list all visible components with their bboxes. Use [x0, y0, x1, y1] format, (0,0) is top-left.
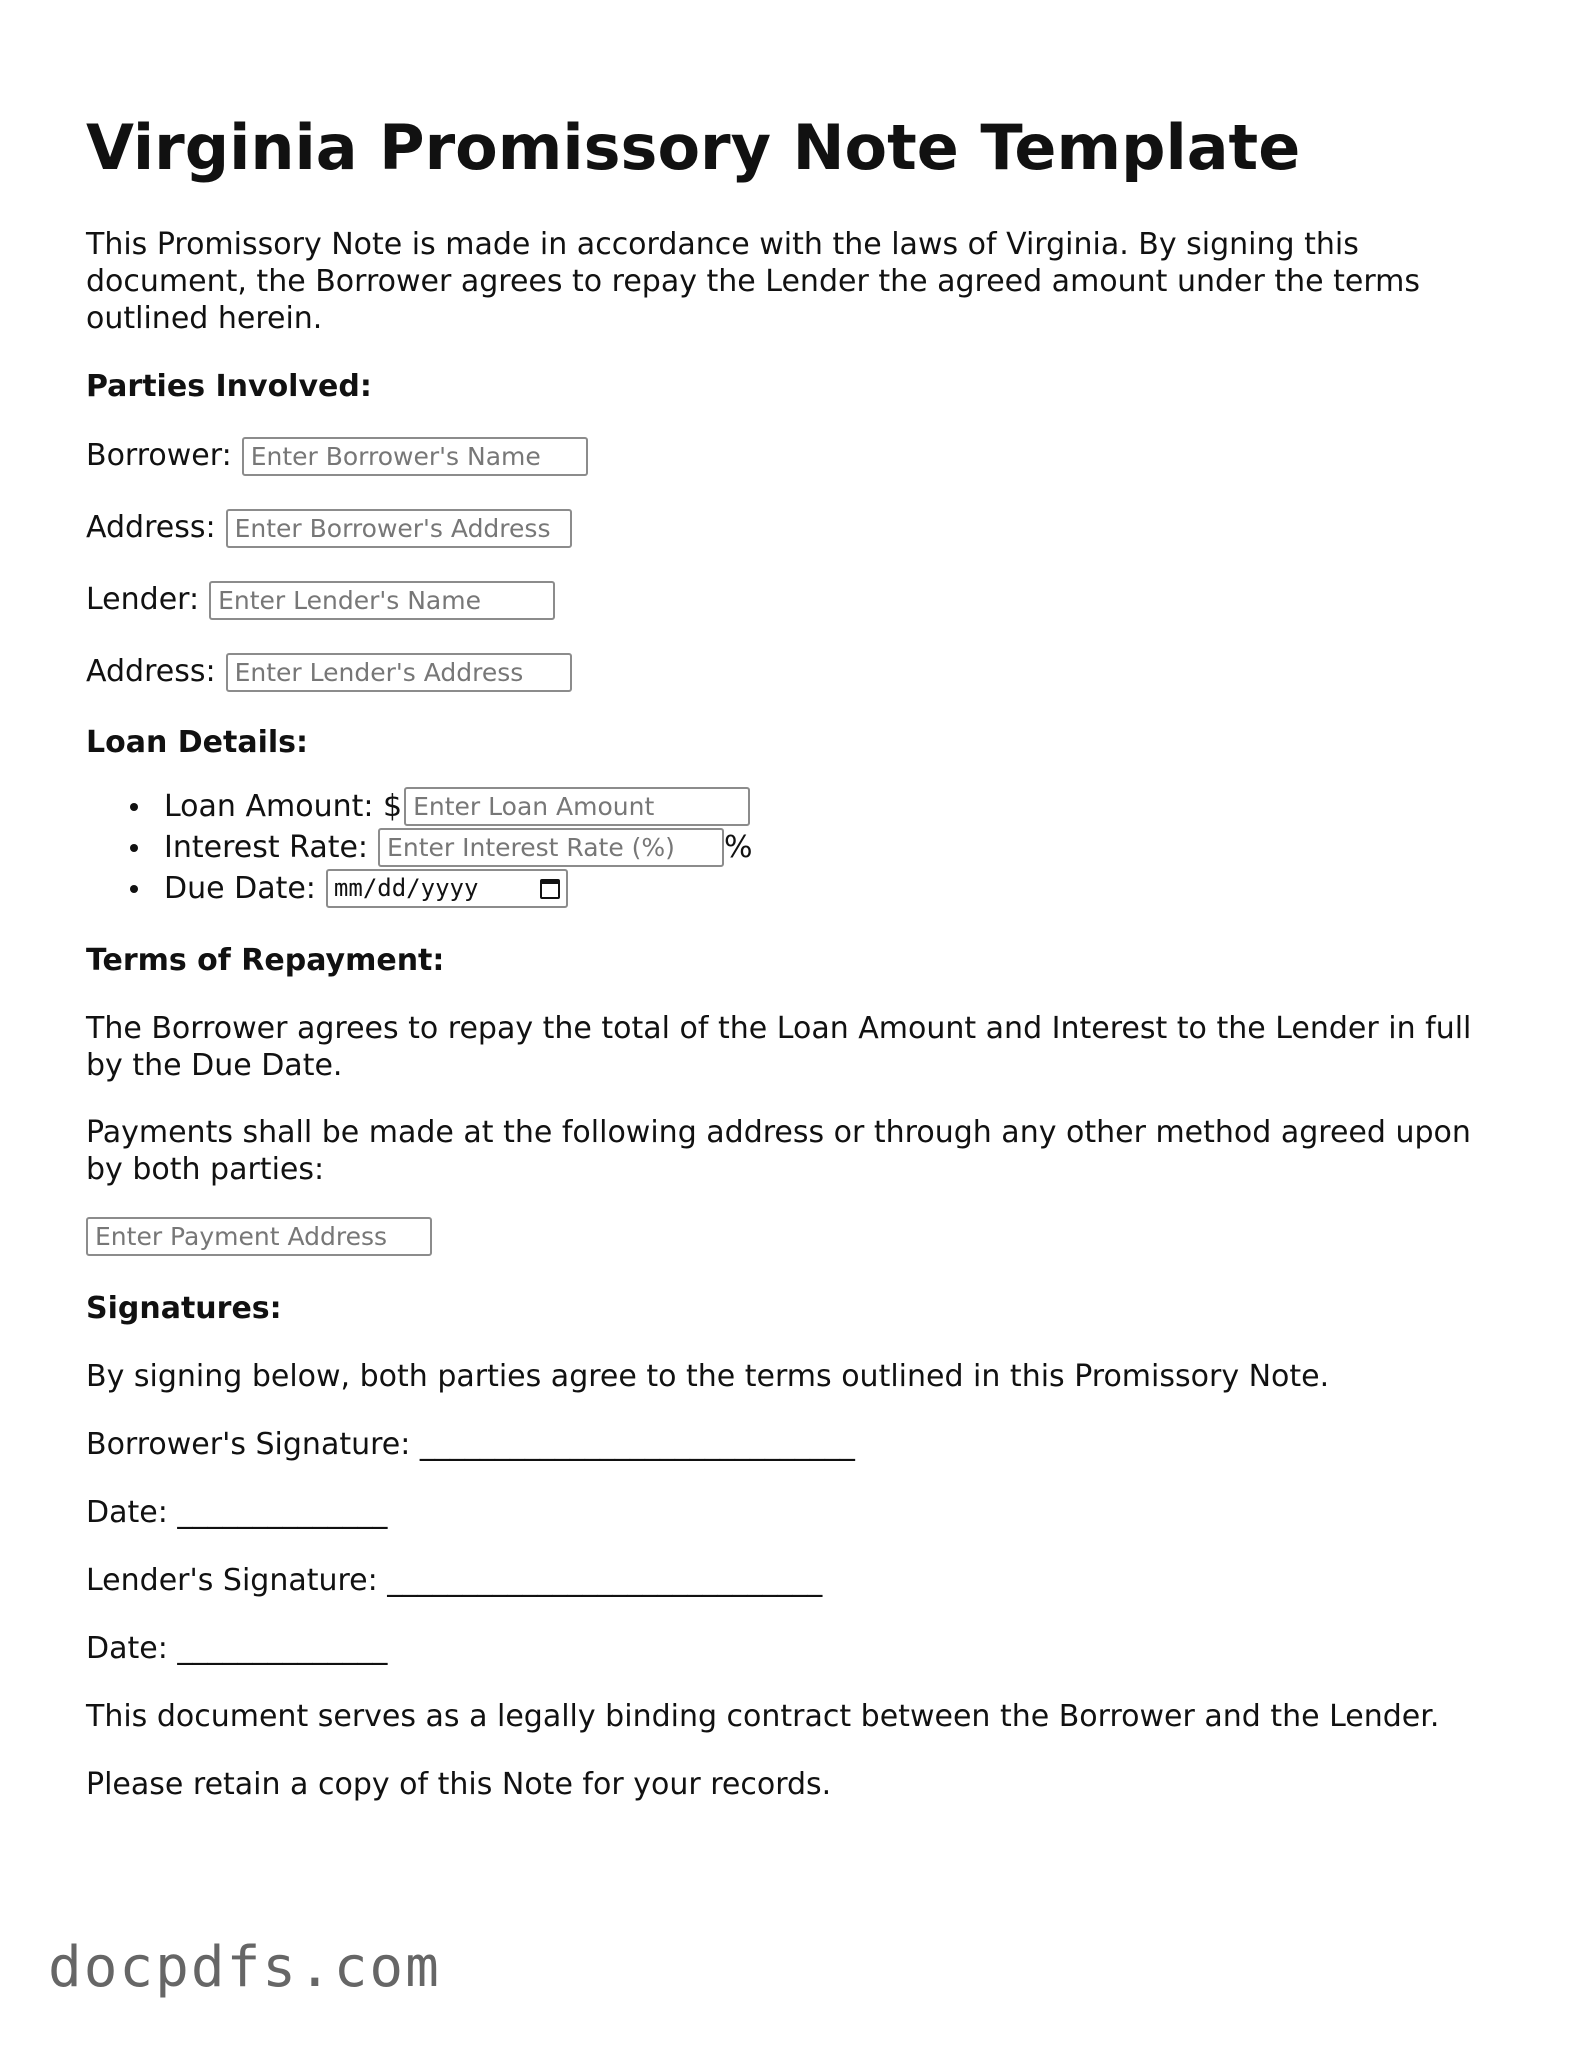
signatures-heading: Signatures:	[86, 1291, 282, 1326]
loan-details-list	[86, 786, 753, 909]
lender-address-input[interactable]	[226, 653, 572, 692]
due-date-label: Due Date:	[164, 871, 316, 906]
lender-address-row	[86, 652, 572, 692]
lender-date-line: Date: ______________	[86, 1631, 388, 1666]
signatures-intro: By signing below, both parties agree to the terms outlined in this Promissory Note.	[86, 1359, 1330, 1394]
interest-rate-label: Interest Rate:	[164, 830, 369, 865]
bullet-icon	[130, 885, 138, 893]
payment-address-row	[86, 1217, 432, 1256]
due-date-placeholder: mm/dd/yyyy	[333, 874, 479, 902]
borrower-label: Borrower:	[86, 438, 232, 473]
retain-copy-note: Please retain a copy of this Note for your records.	[86, 1767, 832, 1802]
list-item	[86, 786, 753, 827]
bullet-icon	[130, 844, 138, 852]
page-title: Virginia Promissory Note Template	[86, 111, 1301, 184]
borrower-signature-line: Borrower's Signature: _____________________________	[86, 1427, 855, 1462]
payment-address-input[interactable]	[86, 1217, 432, 1256]
lender-label: Lender:	[86, 582, 200, 617]
repayment-paragraph-1: The Borrower agrees to repay the total of the Loan Amount and Interest to the Lender in full by the Due Date.	[86, 1011, 1472, 1083]
repayment-paragraph-2: Payments shall be made at the following address or through any other method agreed upon by both parties:	[86, 1115, 1471, 1187]
borrower-name-input[interactable]	[242, 437, 588, 476]
lender-address-label: Address:	[86, 654, 216, 689]
loan-amount-label: Loan Amount: $	[164, 789, 403, 824]
borrower-date-line: Date: ______________	[86, 1495, 388, 1530]
borrower-address-input[interactable]	[226, 509, 572, 548]
loan-amount-input[interactable]	[404, 787, 750, 826]
calendar-icon[interactable]	[540, 879, 560, 899]
bullet-icon	[130, 803, 138, 811]
percent-suffix: %	[724, 830, 753, 865]
watermark: docpdfs.com	[48, 1935, 441, 2000]
due-date-input[interactable]	[326, 869, 568, 908]
list-item	[86, 827, 753, 868]
repayment-heading: Terms of Repayment:	[86, 943, 445, 978]
borrower-row	[86, 436, 588, 476]
lender-row	[86, 580, 555, 620]
parties-heading: Parties Involved:	[86, 369, 372, 404]
loan-details-heading: Loan Details:	[86, 725, 309, 760]
closing-statement: This document serves as a legally binding contract between the Borrower and the Lender.	[86, 1699, 1440, 1734]
borrower-address-row	[86, 508, 572, 548]
lender-signature-line: Lender's Signature: _____________________________	[86, 1563, 823, 1598]
list-item	[86, 868, 753, 909]
borrower-address-label: Address:	[86, 510, 216, 545]
lender-name-input[interactable]	[209, 581, 555, 620]
interest-rate-input[interactable]	[378, 828, 724, 867]
intro-paragraph: This Promissory Note is made in accordance with the laws of Virginia. By signing this document, the Borrower agrees to repay the Lender the agreed amount under the terms outlined herein.	[86, 227, 1421, 336]
